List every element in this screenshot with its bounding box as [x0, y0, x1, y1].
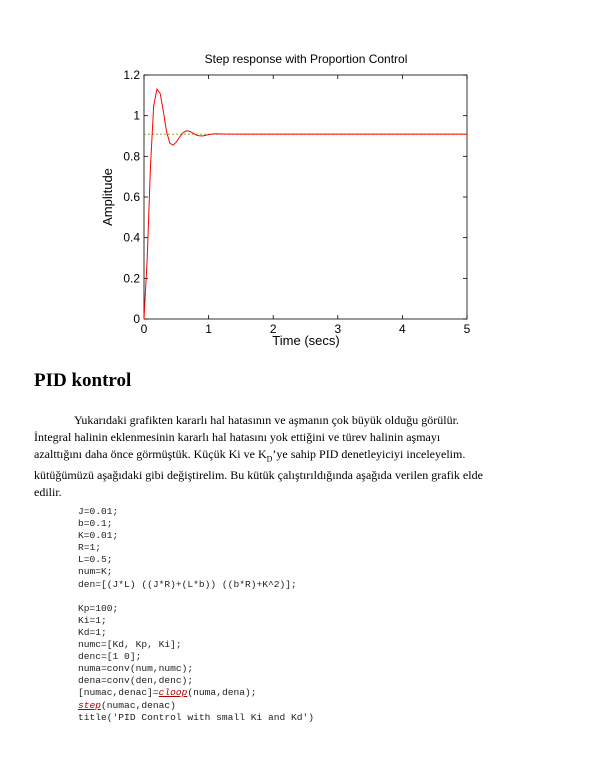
- code-line: R=1;: [78, 542, 102, 554]
- x-axis-label: Time (secs): [272, 333, 340, 348]
- y-tick-label: 0: [133, 312, 140, 326]
- cloop-link[interactable]: cloop: [158, 687, 188, 699]
- step-link[interactable]: step: [78, 699, 102, 711]
- code-line: Ki=1;: [78, 614, 107, 626]
- x-tick-label: 3: [334, 322, 342, 336]
- paragraph-line: İntegral halinin eklenmesinin kararlı hal hatasını yok ettiğini ve türev halinin aşmayı: [34, 430, 441, 444]
- code-line: b=0.1;: [78, 518, 113, 530]
- code-line: Kd=1;: [78, 626, 107, 638]
- paragraph-line: azalttığını daha önce görmüştük. Küçük Ki ve $K_D’ye$ sahip PID denetleyiciyi inceleyelim.: [34, 447, 466, 464]
- code-line: Kp=100;: [78, 602, 119, 614]
- chart-title: Step response with Proportion Control: [204, 52, 408, 66]
- step-response-chart: [96, 44, 486, 354]
- code-block-controller: [78, 603, 314, 688]
- paragraph-line: kütüğümüzü aşağıdaki gibi değiştirelim. Bu kütük çalıştırıldığında aşağıda verilen grafik elde: [34, 468, 483, 483]
- code-line-step: step(numac,denac): [78, 699, 176, 711]
- code-line: denc=[1 0];: [78, 651, 142, 663]
- code-line: K=0.01;: [78, 530, 119, 542]
- code-line: dena=conv(den,denc);: [78, 675, 194, 687]
- y-tick-label: 1: [133, 108, 140, 123]
- code-line-cloop: [numac,denac]=cloop(numa,dena);: [78, 687, 257, 699]
- paragraph-line: Yukarıdaki grafikten kararlı hal hatasının ve aşmanın çok büyük olduğu görülür.: [74, 413, 459, 427]
- y-tick-label: 0.4: [123, 230, 140, 245]
- x-tick-label: 5: [463, 322, 471, 336]
- code-line: den=[(J*L) ((J*R)+(L*b)) ((b*R)+K^2)];: [78, 578, 297, 590]
- code-line: L=0.5;: [78, 554, 113, 566]
- code-line-title: title('PID Control with small Ki and Kd'): [78, 711, 315, 723]
- code-line: num=K;: [78, 566, 113, 578]
- code-line: numc=[Kd, Kp, Ki];: [78, 639, 182, 651]
- matlab-code-block: [78, 506, 314, 724]
- x-tick-label: 4: [399, 322, 406, 336]
- kd-subscript: D: [266, 454, 273, 464]
- y-tick-label: 1.2: [123, 68, 140, 82]
- paragraph-line: edilir.: [34, 485, 62, 500]
- code-line: numa=conv(num,numc);: [78, 663, 194, 675]
- section-heading: PID kontrol: [34, 370, 132, 391]
- code-block-plant: [78, 506, 314, 591]
- body-paragraph: [34, 412, 574, 501]
- y-axis-label: Amplitude: [100, 168, 115, 226]
- x-tick-label: 0: [140, 322, 148, 336]
- y-tick-label: 0.8: [123, 149, 140, 164]
- code-line: J=0.01;: [78, 506, 119, 517]
- x-tick-label: 1: [205, 322, 212, 336]
- plot-frame: [144, 75, 467, 319]
- y-tick-label: 0.6: [123, 190, 140, 204]
- y-tick-label: 0.2: [123, 271, 140, 286]
- x-tick-label: 2: [269, 322, 277, 336]
